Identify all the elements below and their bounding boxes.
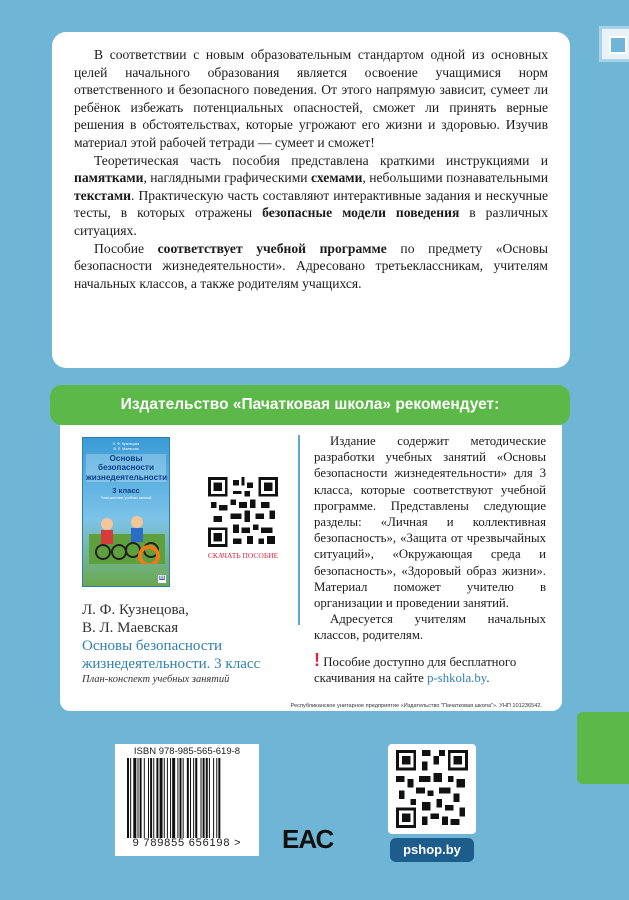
author-1: Л. Ф. Кузнецова,: [82, 602, 189, 618]
isbn-barcode: [115, 744, 259, 856]
book-subtitle: План-конспект учебных занятий: [82, 674, 230, 685]
cover-illustration: [89, 504, 165, 564]
corner-decoration: [599, 26, 629, 62]
download-qr-code[interactable]: [208, 477, 278, 547]
intro-card: [52, 32, 570, 368]
shop-link-button[interactable]: pshop.by: [390, 838, 474, 862]
shop-qr-code[interactable]: [388, 744, 476, 834]
recommend-card: [60, 425, 562, 711]
download-label[interactable]: СКАЧАТЬ ПОСОБИЕ: [207, 551, 279, 560]
book-title: Основы безопасности жизнедеятельности. 3 класс: [82, 638, 261, 672]
cover-grade: 3 класс: [112, 486, 140, 495]
recommend-banner: Издательство «Пачатковая школа» рекомендует:: [50, 385, 570, 425]
isbn-text: ISBN 978-985-565-619-8: [133, 746, 241, 757]
qr-code-icon: [396, 750, 468, 828]
intro-paragraph-2: Теоретическая часть пособия представлена краткими инструкциями и памятками, наглядными графическими схемами, небольшими познавательными текстами. Практическую часть составляют интерактивные задания и нескучные тесты, в которых отражены безопасные модели поведения в различных ситуациях.: [74, 152, 548, 238]
intro-paragraph-3: Пособие соответствует учебной программе по предмету «Основы безопасности жизнедеятельности». Адресовано третьеклассникам, учителям начальных классов, а также родителям учащихся.: [74, 240, 548, 291]
site-link[interactable]: p-shkola.by: [427, 671, 487, 686]
cover-authors: Л. Ф. Кузнецова В. Л. Маевская: [112, 442, 140, 451]
book-info: [82, 601, 312, 687]
exclamation-icon: !: [314, 650, 320, 670]
description-paragraph-1: Издание содержит методические разработки учебных занятий «Основы безопасности жизнедеятельности» для 3 класса, которые соответствуют учебной программе. Представлены следующие разделы: «Личная и коллективная безопасность», «Защита от чрезвычайных ситуаций», «Окружающая среда и безопасность», «Здоровый образ жизни». Материал поможет учителю в организации и проведении занятий.: [314, 434, 546, 611]
cover-title: Основы безопасности жизнедеятельности: [86, 454, 168, 482]
publisher-imprint: Республиканское унитарное предприятие «Издательство "Пачатковая школа"». УНП 101236542.: [290, 703, 542, 709]
intro-paragraph-1: В соответствии с новым образовательным стандартом одной из основных целей начального образования является освоение учащимися норм ответственного и безопасного поведения. От этого напрямую зависит, сумеет ли ребёнок избежать потенциальных опасностей, сможет ли принять верные решения в обстоятельствах, которые угрожают его жизни и здоровью. Изучив материал этой рабочей тетради — сумеет и сможет!: [74, 47, 548, 150]
cover-publisher-logo: Ш: [158, 576, 166, 582]
eac-certification-mark: ЕАС: [282, 824, 334, 854]
book-cover-image[interactable]: [82, 437, 170, 587]
barcode-icon: [127, 758, 249, 838]
side-tab-decoration: [577, 712, 629, 784]
author-2: В. Л. Маевская: [82, 620, 179, 636]
availability-note: ! Пособие доступно для бесплатного скачивания на сайте p-shkola.by.: [314, 650, 517, 686]
barcode-digits: 9 789855 656198 >: [132, 837, 242, 849]
description-paragraph-2: Адресуется учителям начальных классов, родителям.: [314, 612, 546, 643]
cover-subtitle: План-конспект учебных занятий: [100, 496, 152, 500]
column-divider: [298, 435, 300, 625]
book-description: [314, 433, 546, 644]
